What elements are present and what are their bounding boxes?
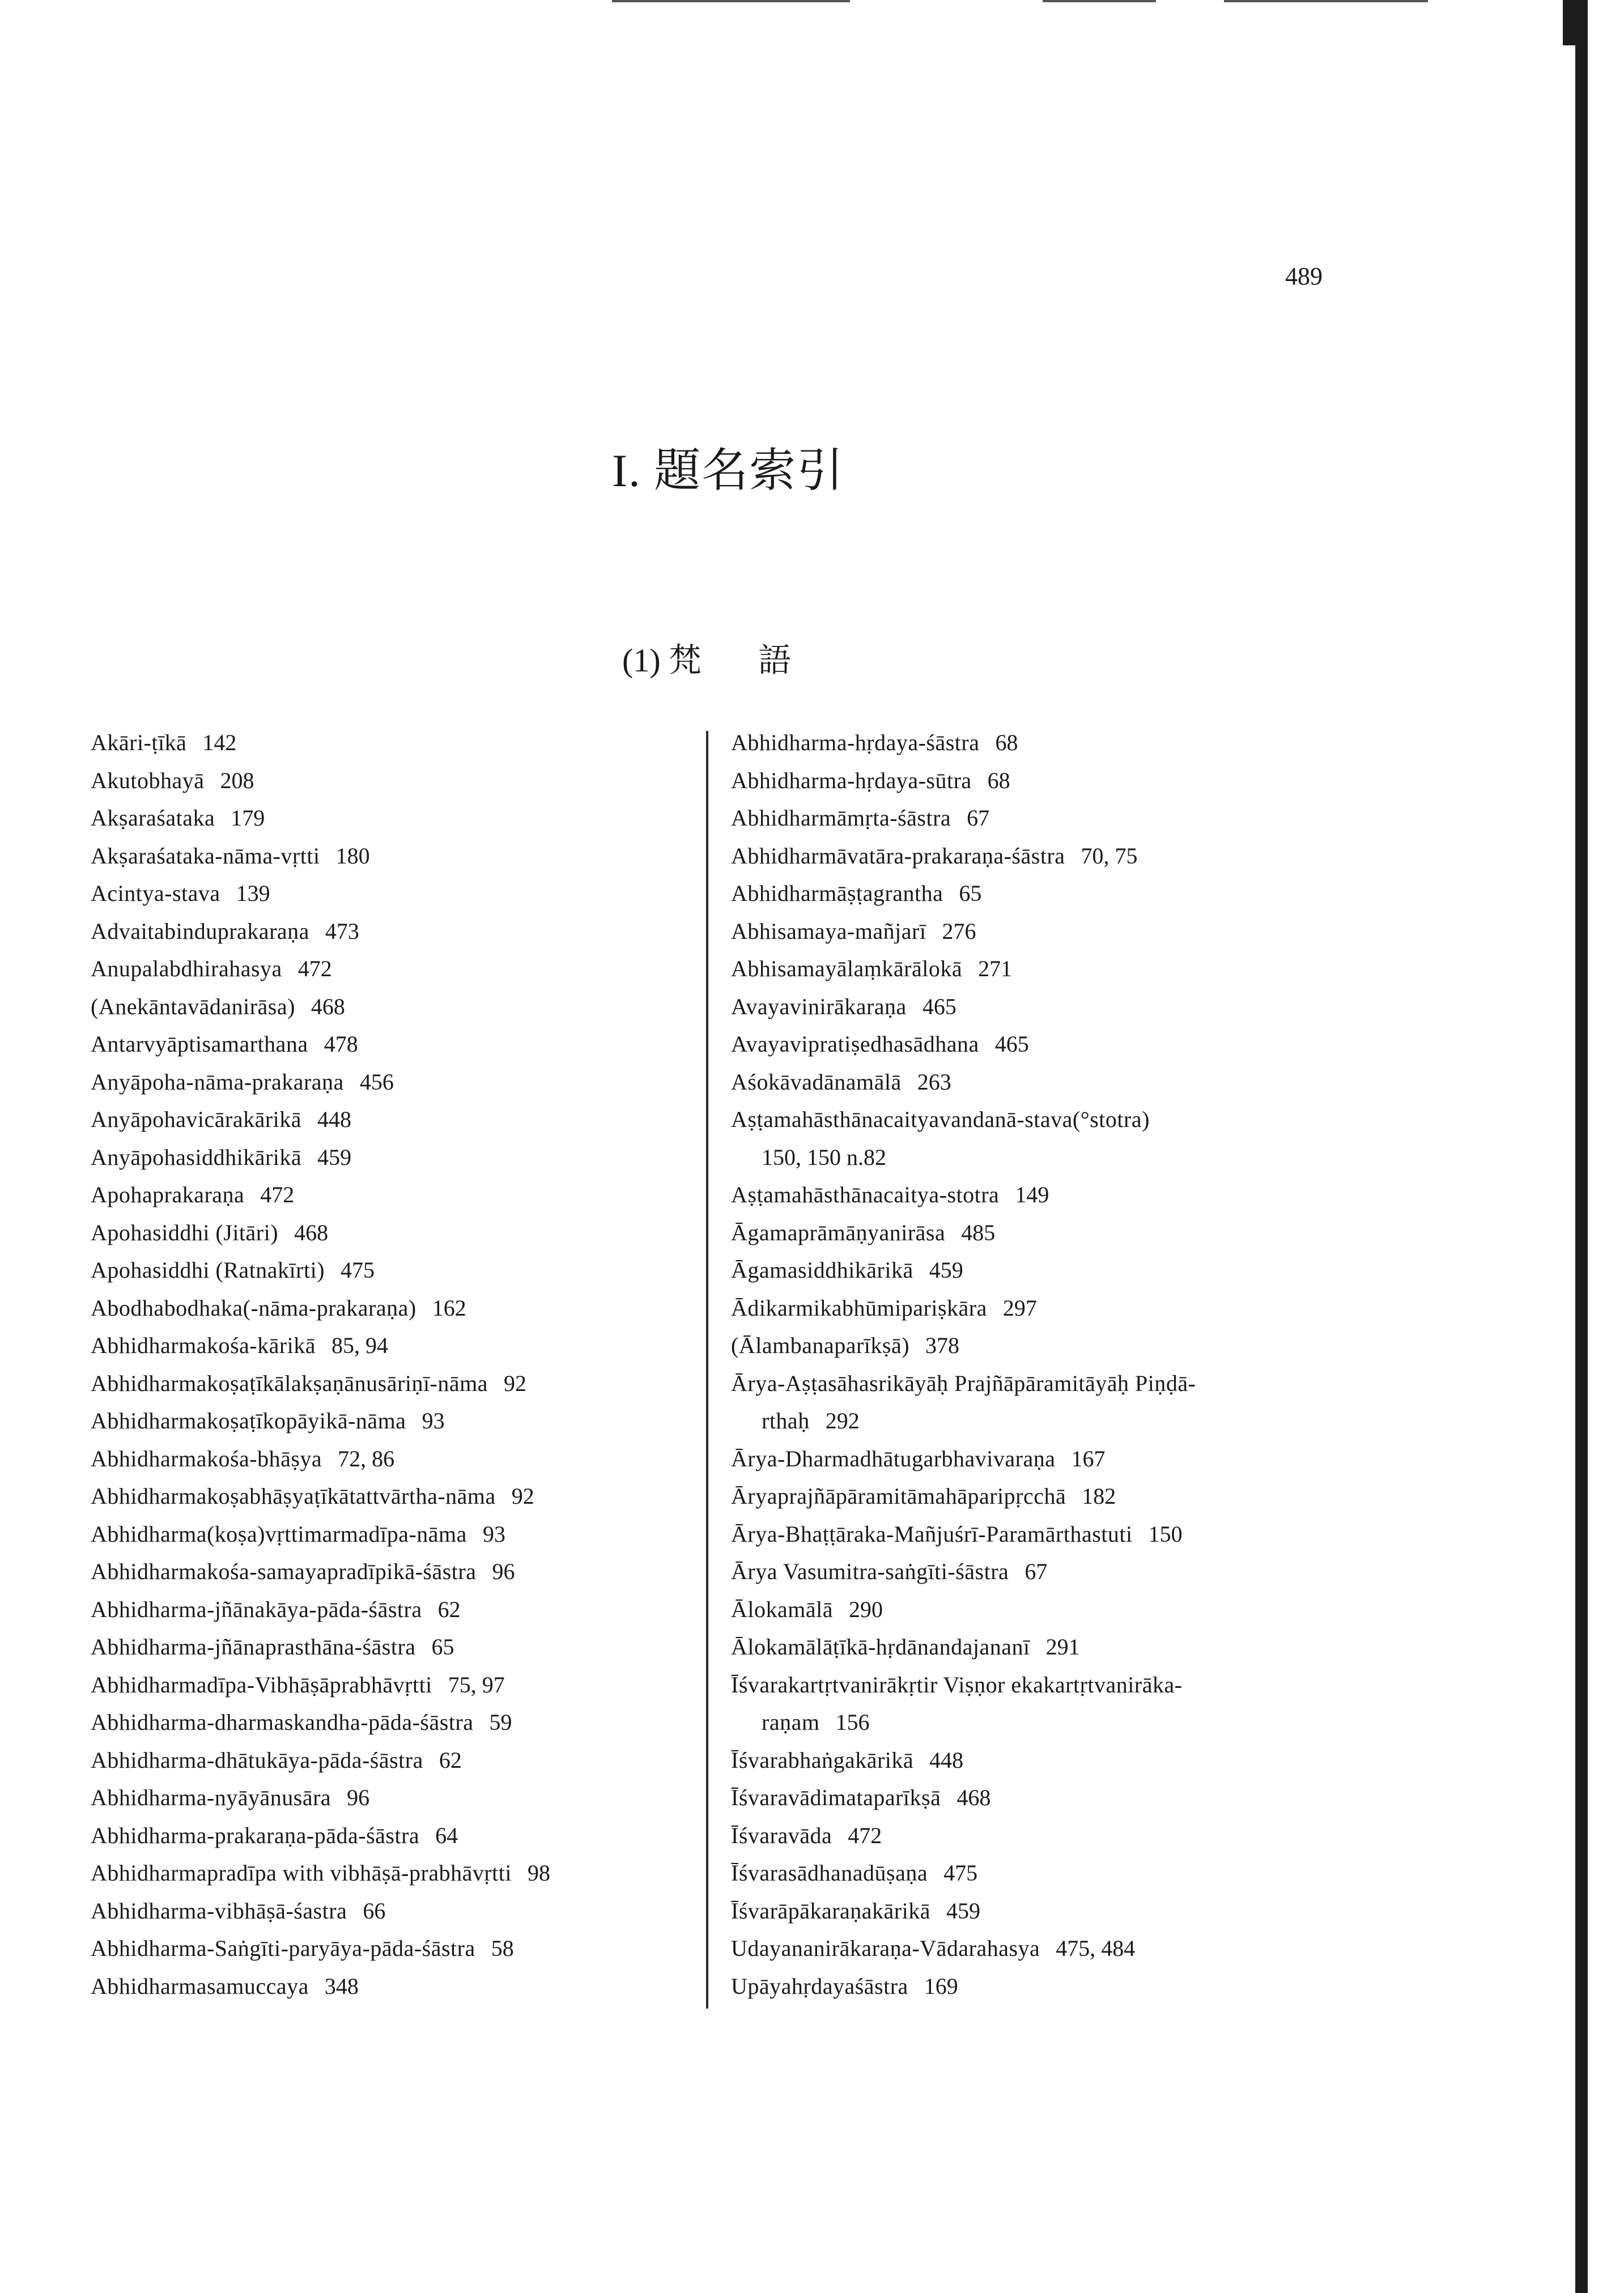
entry-pages: 70, 75	[1081, 843, 1138, 869]
scan-edge-line	[1043, 0, 1156, 2]
entry-title: Abhidharmakośa-samayapradīpikā-śāstra	[91, 1559, 477, 1584]
entry-pages: 473	[325, 918, 359, 944]
entry-pages: 297	[1002, 1295, 1037, 1321]
index-entry	[91, 1063, 691, 1101]
index-entry	[731, 1553, 1388, 1591]
index-entry	[731, 1892, 1388, 1930]
entry-pages: 378	[925, 1333, 960, 1358]
index-entry	[731, 1402, 1388, 1440]
index-entry	[731, 875, 1388, 913]
index-entry	[731, 799, 1388, 837]
entry-title: Antarvyāptisamarthana	[91, 1031, 308, 1057]
entry-title: Abhidharmadīpa-Vibhāṣāprabhāvṛtti	[91, 1671, 432, 1698]
index-entry	[731, 1779, 1388, 1817]
entry-pages: 98	[528, 1860, 550, 1886]
index-entry	[91, 1026, 691, 1063]
index-entry	[91, 1968, 691, 2006]
entry-pages: 180	[335, 843, 370, 869]
entry-title: Acintya-stava	[91, 880, 220, 906]
entry-pages: 62	[437, 1596, 461, 1622]
entry-title: Abhidharma-hṛdaya-śāstra	[731, 730, 980, 755]
index-entry	[91, 1591, 691, 1629]
index-entry	[91, 1478, 691, 1516]
entry-pages: 67	[1024, 1559, 1048, 1584]
entry-title: Āryaprajñāpāramitāmahāparipṛcchā	[731, 1483, 1066, 1509]
entry-pages: 150, 150 n.82	[762, 1144, 886, 1170]
index-column-left	[91, 724, 691, 2005]
entry-pages: 291	[1045, 1634, 1080, 1660]
entry-title: Anupalabdhirahasya	[91, 956, 282, 981]
entry-pages: 85, 94	[331, 1333, 389, 1358]
entry-title: Abhidharmakoṣaṭīkālakṣaṇānusāriṇī-nāma	[91, 1370, 488, 1396]
entry-pages: 456	[359, 1069, 394, 1095]
entry-title: Abhidharmāṣṭagrantha	[731, 880, 943, 906]
entry-title: Advaitabinduprakaraṇa	[91, 918, 309, 944]
index-entry	[91, 1704, 691, 1742]
entry-pages: 93	[482, 1521, 505, 1547]
entry-title: Ārya Vasumitra-saṅgīti-śāstra	[731, 1559, 1009, 1584]
entry-title: rthaḥ	[762, 1408, 810, 1433]
entry-title: Anyāpohasiddhikārikā	[91, 1144, 302, 1170]
index-entry	[731, 1139, 1388, 1177]
entry-pages: 96	[492, 1559, 515, 1584]
scan-edge-line	[1224, 0, 1428, 2]
index-entry	[91, 1817, 691, 1855]
entry-title: Abhidharma-Saṅgīti-paryāya-pāda-śāstra	[91, 1935, 475, 1961]
entry-title: Aṣṭamahāsthānacaitya-stotra	[731, 1182, 1000, 1207]
index-entry	[91, 1365, 691, 1403]
entry-pages: 68	[987, 767, 1010, 793]
entry-pages: 271	[978, 956, 1013, 981]
index-entry	[731, 1026, 1388, 1063]
entry-title: Āgamasiddhikārikā	[731, 1257, 913, 1283]
entry-pages: 292	[825, 1408, 860, 1433]
index-entry	[91, 837, 691, 875]
entry-title: Akṣaraśataka-nāma-vṛtti	[91, 843, 320, 869]
entry-pages: 62	[439, 1747, 462, 1773]
index-entry	[731, 724, 1388, 762]
entry-title: Abhidharmakoṣabhāṣyaṭīkātattvārtha-nāma	[91, 1483, 496, 1509]
entry-title: Apohasiddhi (Ratnakīrti)	[91, 1257, 325, 1283]
entry-title: Abodhabodhaka(-nāma-prakaraṇa)	[91, 1295, 416, 1321]
index-entry	[731, 1930, 1388, 1968]
index-entry	[91, 1402, 691, 1440]
entry-title: Īśvarāpākaraṇakārikā	[731, 1898, 930, 1924]
entry-pages: 65	[959, 880, 982, 906]
index-entry	[91, 1214, 691, 1252]
subsection-label: 梵	[669, 642, 702, 679]
entry-pages: 75, 97	[448, 1671, 505, 1698]
entry-pages: 149	[1015, 1182, 1049, 1207]
index-column-right	[731, 724, 1388, 2005]
index-entry	[91, 1327, 691, 1365]
entry-title: Īśvaravādimataparīkṣā	[731, 1785, 941, 1810]
scan-edge-line	[612, 0, 850, 2]
entry-title: Ālokamālā	[731, 1596, 833, 1622]
entry-title: Ālokamālāṭīkā-hṛdānandajananī	[731, 1634, 1030, 1660]
index-entry	[91, 1628, 691, 1666]
index-entry	[91, 762, 691, 800]
entry-pages: 68	[995, 730, 1018, 755]
page-edge-notch	[1563, 0, 1576, 45]
entry-pages: 290	[849, 1596, 883, 1622]
entry-pages: 96	[347, 1785, 370, 1810]
entry-title: Abhisamaya-mañjarī	[731, 918, 926, 944]
entry-pages: 465	[994, 1031, 1029, 1057]
entry-pages: 448	[317, 1107, 352, 1132]
entry-title: Apohasiddhi (Jitāri)	[91, 1219, 279, 1245]
entry-title: Abhidharmāvatāra-prakaraṇa-śāstra	[731, 843, 1065, 869]
entry-title: Abhidharma-jñānaprasthāna-śāstra	[91, 1634, 416, 1660]
entry-title: Anyāpoha-nāma-prakaraṇa	[91, 1069, 344, 1095]
index-entry	[731, 988, 1388, 1026]
index-entry	[731, 1704, 1388, 1742]
entry-pages: 468	[311, 993, 345, 1019]
index-entry	[91, 1252, 691, 1290]
page-edge-border	[1575, 0, 1588, 2293]
index-entry	[91, 875, 691, 913]
entry-pages: 67	[967, 805, 990, 831]
entry-pages: 459	[929, 1257, 963, 1283]
index-entry	[91, 1854, 691, 1892]
subsection-number: (1)	[622, 642, 661, 679]
index-entry	[91, 1779, 691, 1817]
entry-title: Āgamaprāmāṇyanirāsa	[731, 1219, 946, 1245]
entry-pages: 167	[1071, 1445, 1106, 1471]
index-entry	[731, 1440, 1388, 1478]
entry-pages: 64	[435, 1822, 458, 1848]
entry-title: Abhidharmapradīpa with vibhāṣā-prabhāvṛtti	[91, 1860, 512, 1886]
entry-pages: 468	[956, 1785, 991, 1810]
entry-title: Apohaprakaraṇa	[91, 1182, 245, 1207]
entry-pages: 475, 484	[1056, 1935, 1136, 1961]
entry-title: Abhidharmakośa-bhāṣya	[91, 1445, 322, 1471]
index-entry	[91, 1892, 691, 1930]
index-entry	[91, 1139, 691, 1177]
index-entry	[91, 1176, 691, 1214]
index-entry	[731, 1854, 1388, 1892]
entry-title: Akutobhayā	[91, 767, 205, 793]
index-entry	[731, 1666, 1388, 1704]
index-entry	[91, 1290, 691, 1328]
index-entry	[731, 1290, 1388, 1328]
index-entry	[731, 1176, 1388, 1214]
entry-pages: 93	[422, 1408, 445, 1433]
entry-pages: 169	[924, 1973, 958, 1999]
entry-title: Ārya-Dharmadhātugarbhavivaraṇa	[731, 1445, 1056, 1471]
index-entry	[91, 1742, 691, 1780]
entry-title: Īśvaravāda	[731, 1822, 832, 1848]
entry-title: Abhidharma-jñānakāya-pāda-śāstra	[91, 1596, 422, 1622]
entry-pages: 92	[504, 1370, 526, 1396]
index-entry	[731, 1591, 1388, 1629]
entry-title: Abhisamayālaṃkārālokā	[731, 956, 963, 981]
entry-pages: 475	[943, 1860, 978, 1886]
index-entry	[91, 1440, 691, 1478]
index-entry	[91, 1930, 691, 1968]
index-entry	[731, 1252, 1388, 1290]
index-entry	[731, 1516, 1388, 1554]
index-entry	[731, 950, 1388, 988]
entry-title: Abhidharma-vibhāṣā-śastra	[91, 1898, 347, 1924]
entry-title: Akāri-ṭīkā	[91, 730, 187, 755]
entry-title: Ārya-Bhaṭṭāraka-Mañjuśrī-Paramārthastuti	[731, 1521, 1133, 1547]
entry-pages: 485	[961, 1219, 996, 1245]
entry-title: (Ālambanaparīkṣā)	[731, 1333, 910, 1358]
index-entry	[91, 1101, 691, 1139]
index-entry	[731, 1742, 1388, 1780]
entry-title: Abhidharma(koṣa)vṛttimarmadīpa-nāma	[91, 1521, 467, 1547]
index-entry	[731, 837, 1388, 875]
entry-pages: 150	[1148, 1521, 1183, 1547]
entry-title: Abhidharmāmṛta-śāstra	[731, 805, 951, 831]
entry-title: Aṣṭamahāsthānacaityavandanā-stava(°stotra)	[731, 1107, 1150, 1132]
entry-title: (Anekāntavādanirāsa)	[91, 993, 295, 1019]
entry-title: Abhidharmakoṣaṭīkopāyikā-nāma	[91, 1408, 406, 1433]
index-entry	[731, 1478, 1388, 1516]
index-entry	[91, 1553, 691, 1591]
entry-pages: 92	[511, 1483, 534, 1509]
index-entry	[731, 762, 1388, 800]
entry-pages: 156	[835, 1709, 870, 1735]
index-entry	[731, 1365, 1388, 1403]
entry-title: Avayavipratiṣedhasādhana	[731, 1031, 979, 1057]
entry-title: raṇam	[762, 1709, 820, 1735]
entry-title: Īśvarakartṛtvanirākṛtir Viṣṇor ekakartṛtvanirāka-	[731, 1671, 1183, 1698]
index-entry	[731, 913, 1388, 951]
index-entry	[91, 988, 691, 1026]
index-entry	[91, 950, 691, 988]
entry-pages: 348	[324, 1973, 359, 1999]
subsection-label: 語	[758, 642, 792, 679]
entry-pages: 263	[917, 1069, 951, 1095]
entry-pages: 179	[231, 805, 265, 831]
entry-title: Abhidharma-hṛdaya-sūtra	[731, 767, 972, 793]
entry-pages: 58	[491, 1935, 514, 1961]
index-entry	[731, 1063, 1388, 1101]
entry-title: Upāyahṛdayaśāstra	[731, 1973, 908, 1999]
entry-pages: 139	[236, 880, 270, 906]
entry-pages: 472	[848, 1822, 882, 1848]
index-entry	[731, 1628, 1388, 1666]
index-entry	[91, 1516, 691, 1554]
entry-pages: 182	[1082, 1483, 1116, 1509]
index-entry	[91, 1666, 691, 1704]
entry-pages: 475	[341, 1257, 375, 1283]
index-entry	[731, 1214, 1388, 1252]
index-entry	[731, 1101, 1388, 1139]
entry-title: Abhidharma-dhātukāya-pāda-śāstra	[91, 1747, 423, 1773]
entry-pages: 448	[929, 1747, 964, 1773]
index-entry	[731, 1327, 1388, 1365]
entry-title: Udayananirākaraṇa-Vādarahasya	[731, 1935, 1040, 1961]
entry-pages: 59	[489, 1709, 512, 1735]
index-entry	[731, 1968, 1388, 2006]
entry-title: Akṣaraśataka	[91, 805, 215, 831]
index-entry	[731, 1817, 1388, 1855]
section-title: I. 題名索引	[612, 445, 845, 496]
entry-pages: 472	[260, 1182, 295, 1207]
column-divider	[706, 731, 708, 2009]
entry-pages: 72, 86	[338, 1445, 395, 1471]
index-entry	[91, 913, 691, 951]
entry-title: Aśokāvadānamālā	[731, 1069, 902, 1095]
entry-pages: 472	[297, 956, 332, 981]
entry-title: Ārya-Aṣṭasāhasrikāyāḥ Prajñāpāramitāyāḥ Piṇḍā-	[731, 1370, 1196, 1396]
entry-pages: 66	[363, 1898, 386, 1924]
entry-title: Abhidharma-prakaraṇa-pāda-śāstra	[91, 1822, 420, 1848]
entry-title: Abhidharma-nyāyānusāra	[91, 1785, 331, 1810]
subsection-title	[622, 633, 791, 681]
entry-pages: 459	[946, 1898, 980, 1924]
entry-pages: 65	[431, 1634, 454, 1660]
entry-pages: 208	[220, 767, 254, 793]
entry-title: Avayavinirākaraṇa	[731, 993, 907, 1019]
entry-title: Abhidharmasamuccaya	[91, 1973, 309, 1999]
entry-title: Īśvarabhaṅgakārikā	[731, 1747, 914, 1773]
entry-pages: 276	[942, 918, 976, 944]
index-entry	[91, 799, 691, 837]
entry-title: Anyāpohavicārakārikā	[91, 1107, 302, 1132]
entry-title: Īśvarasādhanadūṣaṇa	[731, 1860, 928, 1886]
entry-title: Ādikarmikabhūmipariṣkāra	[731, 1295, 987, 1321]
entry-pages: 465	[922, 993, 956, 1019]
entry-pages: 459	[317, 1144, 352, 1170]
entry-pages: 162	[432, 1295, 466, 1321]
entry-pages: 468	[294, 1219, 329, 1245]
index-entry	[91, 724, 691, 762]
page-number: 489	[1285, 262, 1323, 290]
entry-pages: 478	[324, 1031, 358, 1057]
entry-pages: 142	[202, 730, 237, 755]
entry-title: Abhidharmakośa-kārikā	[91, 1333, 316, 1358]
entry-title: Abhidharma-dharmaskandha-pāda-śāstra	[91, 1709, 474, 1735]
